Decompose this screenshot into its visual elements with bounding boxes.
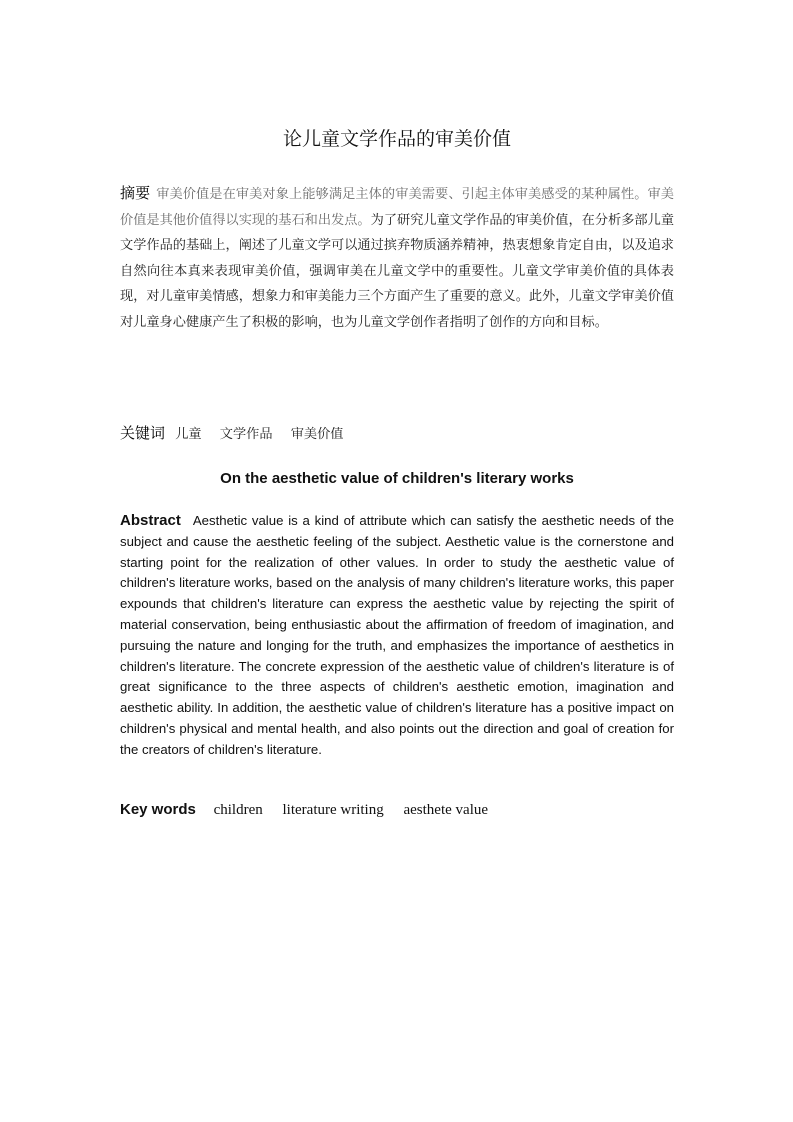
chinese-keyword: 审美价值 [290, 427, 344, 442]
chinese-keyword: 儿童 [175, 427, 202, 442]
english-abstract [120, 511, 674, 761]
chinese-abstract-label: 摘要 [120, 184, 151, 202]
english-abstract-text: Aesthetic value is a kind of attribute which can satisfy the aesthetic needs of the subject and cause the aesthetic feeling of the subject. Aesthetic value is the cornerstone and starting point for the realization of other values. In order to study the aesthetic value of children's literature works, based on the analysis of many children's literature works, this paper expounds that children's literature can express the aesthetic value by rejecting the spirit of material conservation, being enthusiastic about the affirmation of freedom of imagination, and pursuing the nature and longing for the truth, and emphasizes the importance of aesthetics in children's literature. The concrete expression of the aesthetic value of children's literature is of great significance to the three aspects of children's aesthetic emotion, imagination and aesthetic ability. In addition, the aesthetic value of children's literature has a positive impact on children's physical and mental health, and also points out the direction and goal of creation for the creators of children's literature. [120, 513, 674, 757]
english-keyword: children [213, 802, 263, 818]
english-title: On the aesthetic value of children's literary works [220, 470, 574, 487]
english-abstract-label: Abstract [120, 512, 181, 529]
chinese-abstract [120, 181, 674, 335]
english-keyword: literature writing [282, 802, 384, 818]
english-keyword: aesthete value [403, 802, 489, 818]
english-keywords [120, 801, 674, 819]
chinese-title: 论儿童文学作品的审美价值 [282, 128, 511, 150]
chinese-keywords [120, 422, 674, 443]
chinese-abstract-body: 为了研究儿童文学作品的审美价值，在分析多部儿童文学作品的基础上，阐述了儿童文学可以通过摈弃物质涵养精神，热衷想象肯定自由，以及追求自然向往本真来表现审美价值，强调审美在儿童文学中的重要性。儿童文学审美价值的具体表现，对儿童审美情感，想象力和审美能力三个方面产生了重要的意义。此外，儿童文学审美价值对儿童身心健康产生了积极的影响，也为儿童文学创作者指明了创作的方向和目标。 [120, 212, 675, 330]
chinese-abstract-lead: 审美价值是在审美对象上能够满足主体的审美需要、引起主体审美感受的某种属性。审美价值是其他价值得以实现的基石和出发点。 [120, 187, 674, 228]
chinese-keyword: 文学作品 [219, 427, 273, 442]
english-keywords-label: Key words [120, 801, 196, 818]
chinese-keywords-label: 关键词 [120, 424, 166, 442]
